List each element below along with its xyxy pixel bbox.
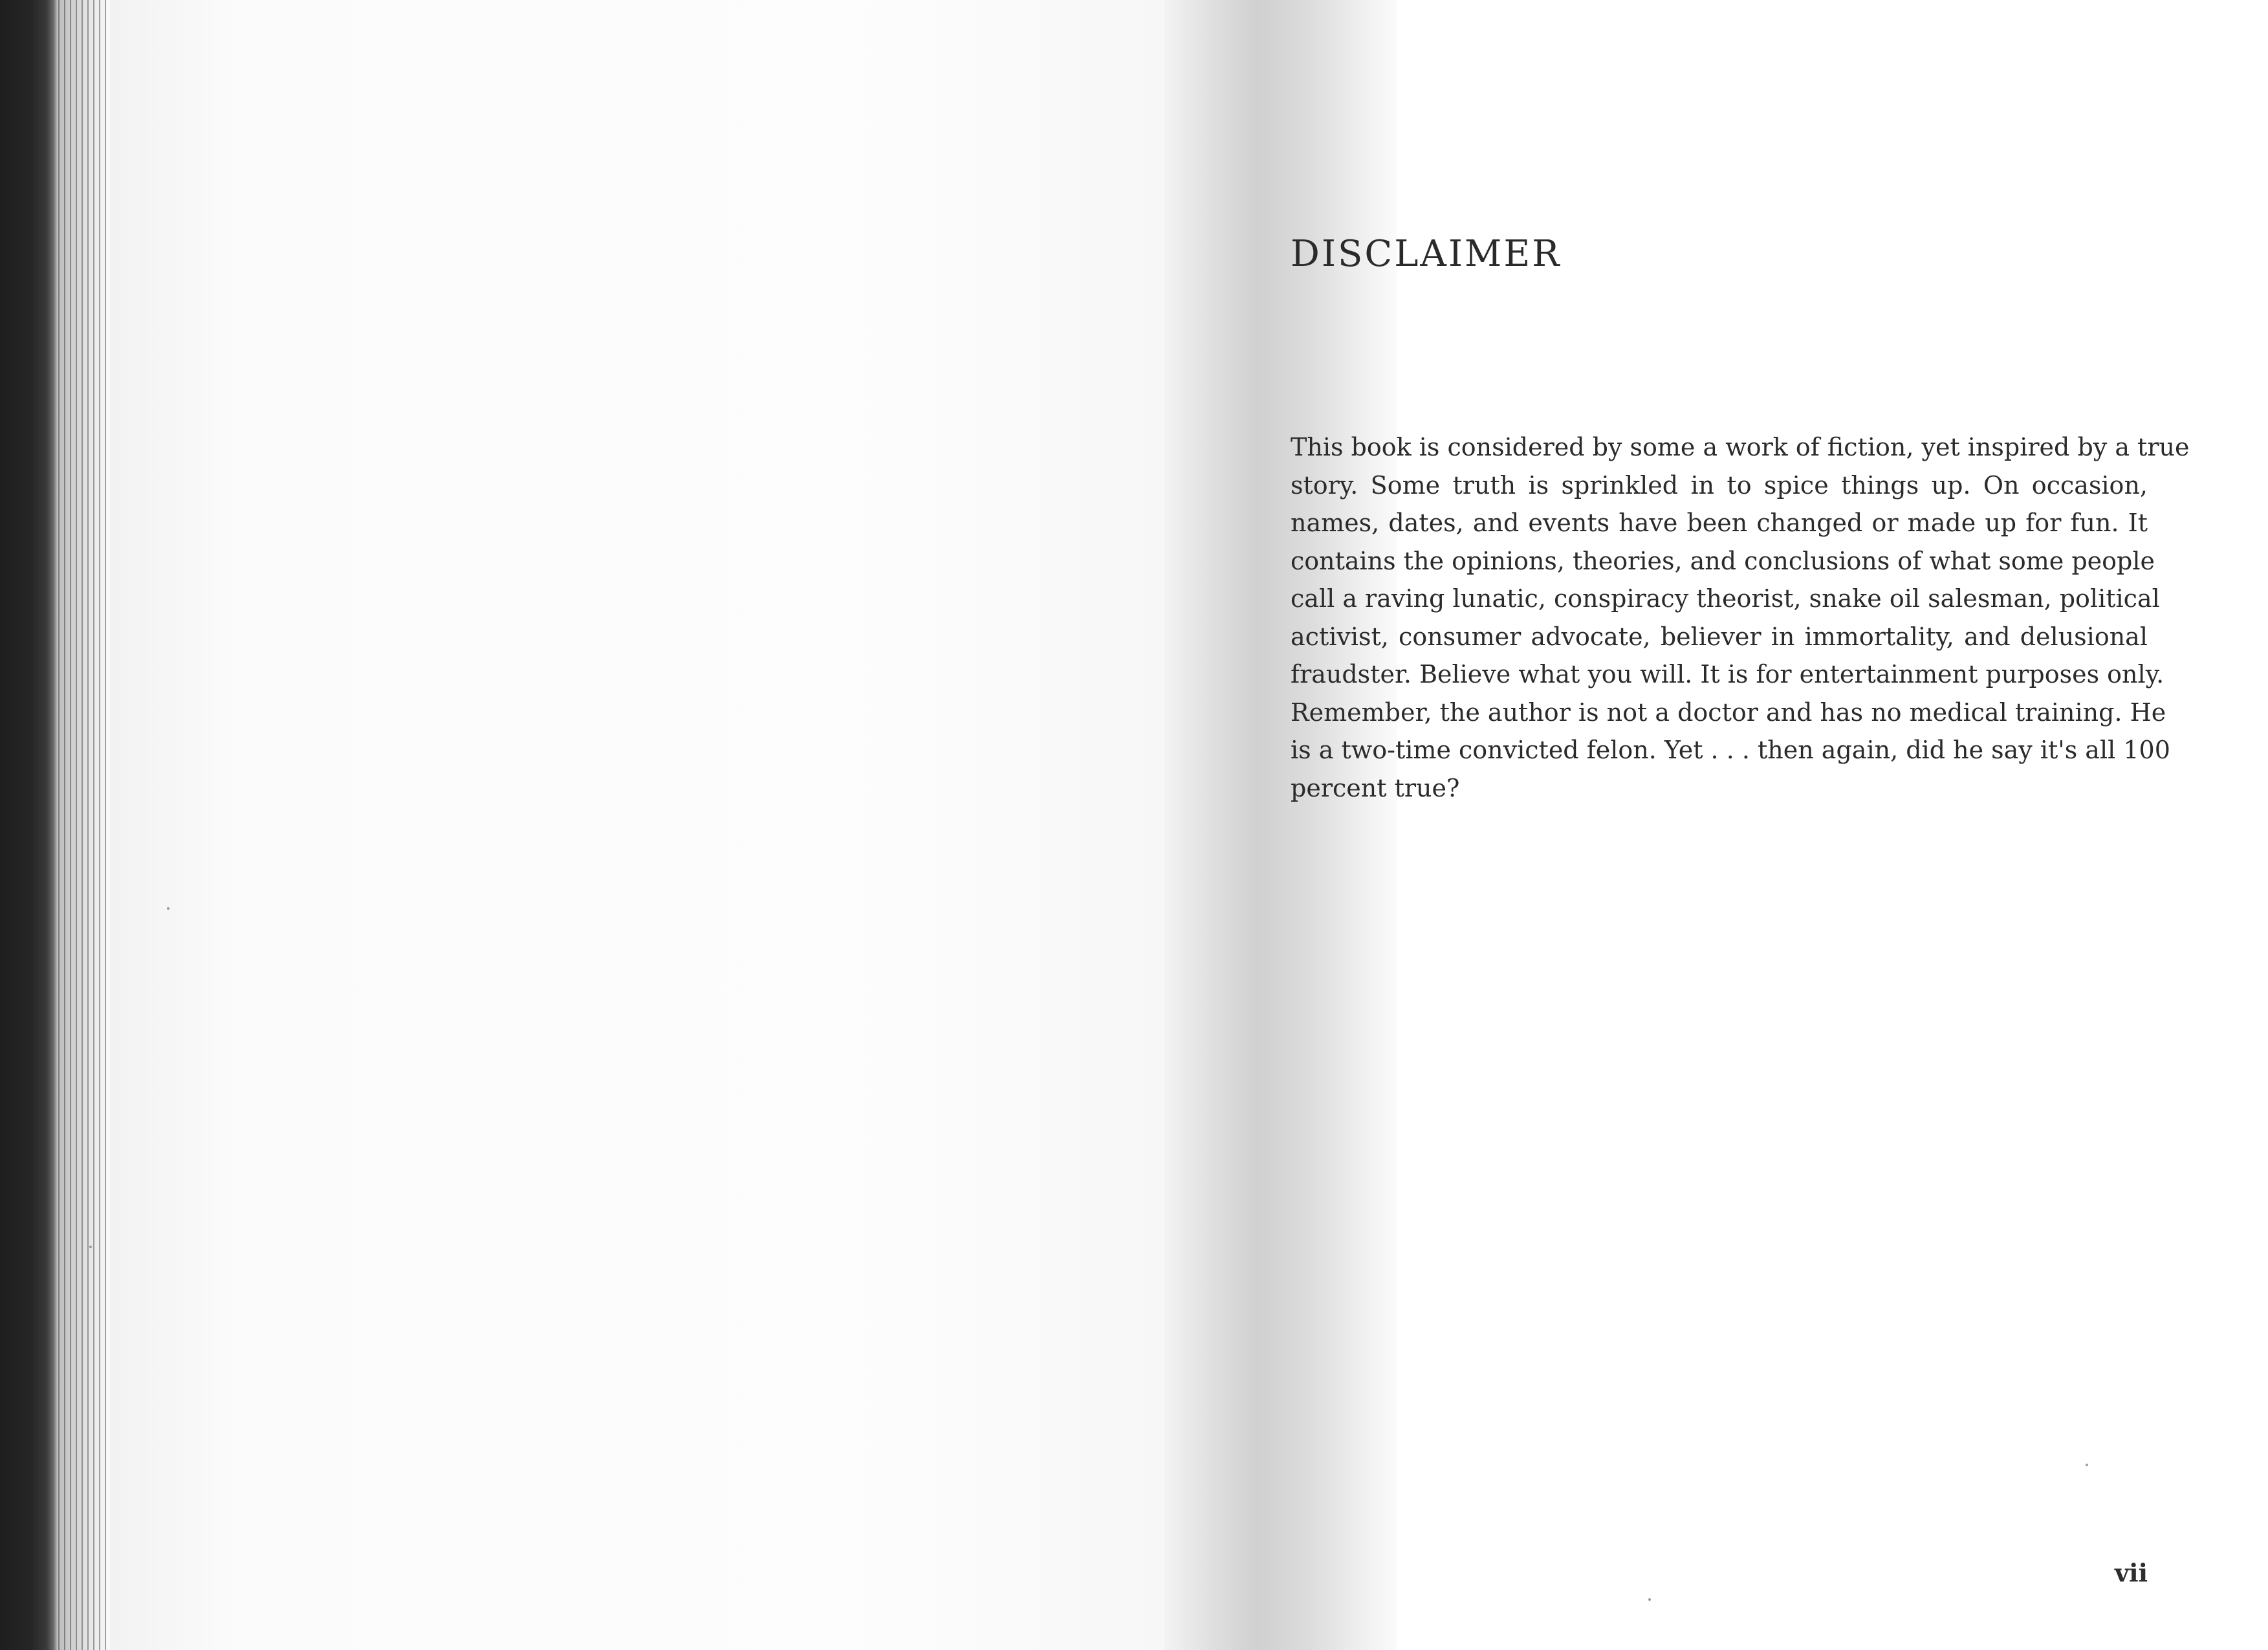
text-line: call a raving lunatic, conspiracy theorist, snake oil salesman, political — [1291, 584, 2160, 613]
text-line: percent true? — [1291, 773, 1460, 802]
book-binding-edge — [0, 0, 58, 1650]
text-line: contains the opinions, theories, and conclusions of what some people — [1291, 546, 2155, 575]
text-line: names, dates, and events have been changed or made up for fun. It — [1291, 509, 2148, 537]
page-edges — [58, 0, 110, 1650]
scan-speck — [1648, 1598, 1651, 1601]
scan-speck — [2086, 1464, 2088, 1466]
text-line: is a two-time convicted felon. Yet . . . then again, did he say it's all 100 — [1291, 736, 2170, 764]
scan-speck — [167, 907, 169, 910]
text-line: story. Some truth is sprinkled in to spice things up. On occasion, — [1291, 470, 2148, 500]
text-line: Remember, the author is not a doctor and has no medical training. He — [1291, 698, 2166, 727]
text-line: This book is considered by some a work of fiction, yet inspired by a true — [1291, 433, 2190, 461]
disclaimer-paragraph — [1291, 428, 2190, 807]
scan-speck — [89, 1246, 92, 1248]
text-line: fraudster. Believe what you will. It is for entertainment purposes only. — [1291, 660, 2164, 688]
text-line: activist, consumer advocate, believer in immortality, and delusional — [1291, 622, 2148, 651]
left-page-blank — [110, 0, 1164, 1650]
page-heading: DISCLAIMER — [1291, 233, 1562, 275]
page-number: vii — [2115, 1558, 2148, 1587]
